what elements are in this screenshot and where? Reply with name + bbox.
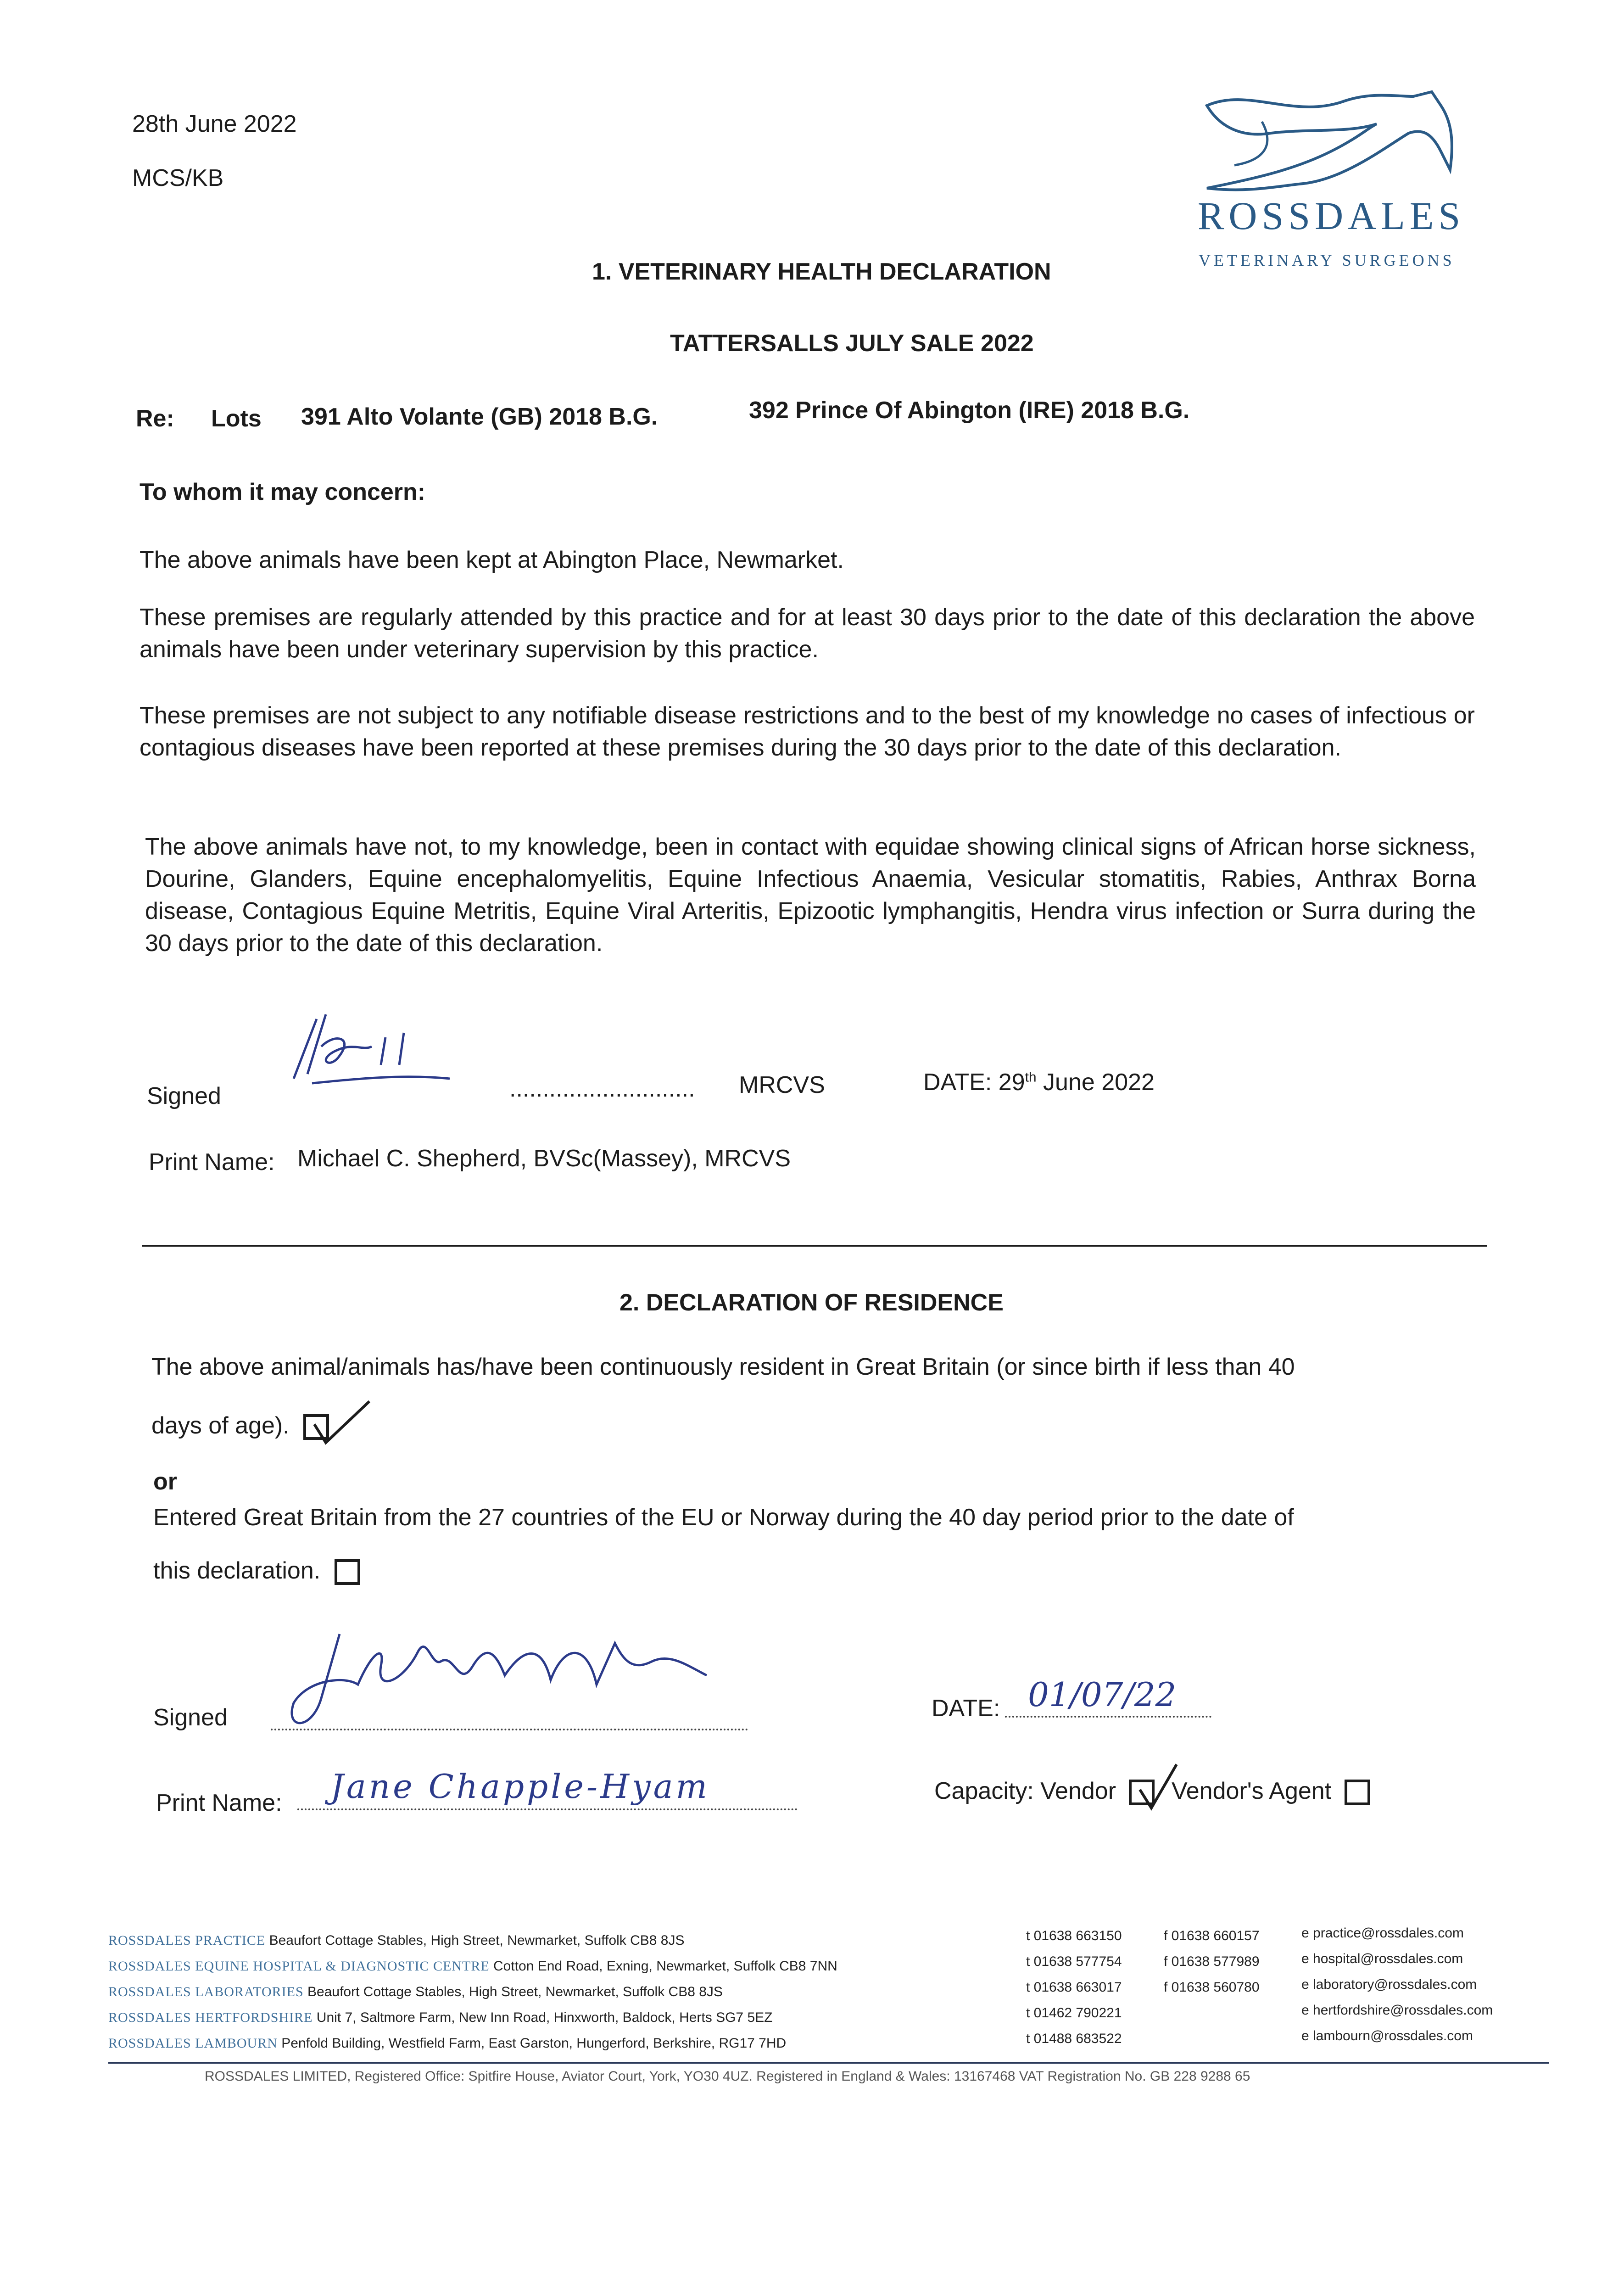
section2-title: 2. DECLARATION OF RESIDENCE <box>619 1289 1004 1316</box>
footer-email[interactable]: e laboratory@rossdales.com <box>1301 1977 1477 1992</box>
vendor-checkbox[interactable] <box>1129 1780 1155 1805</box>
footer-row <box>108 1954 837 1979</box>
footer-row <box>108 1979 723 2005</box>
footer-company: ROSSDALES PRACTICE <box>108 1933 266 1948</box>
footer-tel: t 01638 663017 <box>1026 1980 1122 1995</box>
eu-entry-paragraph: Entered Great Britain from the 27 countries of the EU or Norway during the 40 day period prior to the date of <box>153 1504 1294 1531</box>
print-name-dots-2 <box>297 1808 798 1810</box>
section-divider <box>142 1245 1487 1247</box>
rossdales-logo <box>1193 78 1478 289</box>
footer-address: Beaufort Cottage Stables, High Street, Newmarket, Suffolk CB8 8JS <box>269 1933 685 1948</box>
vendor-agent-checkbox[interactable] <box>1345 1780 1370 1805</box>
footer-address: Unit 7, Saltmore Farm, New Inn Road, Hinxworth, Baldock, Herts SG7 5EZ <box>316 2010 773 2025</box>
logo-name: ROSSDALES <box>1198 194 1465 238</box>
capacity-row <box>934 1776 1370 1806</box>
footer-fax: f 01638 577989 <box>1164 1954 1260 1969</box>
lot-391: 391 Alto Volante (GB) 2018 B.G. <box>301 403 658 430</box>
paragraph-premises: The above animals have been kept at Abington Place, Newmarket. <box>140 547 844 573</box>
reference-code: MCS/KB <box>132 165 224 191</box>
salutation: To whom it may concern: <box>140 479 426 505</box>
footer-address: Penfold Building, Westfield Farm, East Garston, Hungerford, Berkshire, RG17 7HD <box>281 2036 787 2051</box>
date-suffix: th <box>1025 1069 1037 1085</box>
footer-email[interactable]: e lambourn@rossdales.com <box>1301 2028 1473 2043</box>
signed-label-1: Signed <box>147 1083 221 1109</box>
signature-dots-1: ............................ <box>509 1075 695 1102</box>
footer-row <box>108 2005 772 2031</box>
eu-entry-paragraph-end <box>153 1556 360 1586</box>
tick-icon <box>310 1397 374 1447</box>
footer-tel: t 01488 683522 <box>1026 2031 1122 2046</box>
footer-tel: t 01638 577754 <box>1026 1954 1122 1969</box>
print-name-label-1: Print Name: <box>149 1149 275 1175</box>
capacity-vendor-label: Capacity: Vendor <box>934 1778 1116 1804</box>
vet-print-name: Michael C. Shepherd, BVSc(Massey), MRCVS <box>297 1145 791 1172</box>
residence-paragraph-tail: days of age). <box>151 1412 290 1439</box>
footer-email[interactable]: e hospital@rossdales.com <box>1301 1951 1463 1966</box>
print-name-label-2: Print Name: <box>156 1790 282 1816</box>
letter-date: 28th June 2022 <box>132 111 297 137</box>
vet-signature <box>266 1005 459 1097</box>
footer-row <box>108 2031 786 2056</box>
mrcvs-label: MRCVS <box>739 1072 825 1098</box>
footer-email[interactable]: e hertfordshire@rossdales.com <box>1301 2003 1493 2018</box>
footer-tel: t 01462 790221 <box>1026 2005 1122 2021</box>
date-label-1: DATE: 29 <box>923 1069 1025 1096</box>
footer-registered: ROSSDALES LIMITED, Registered Office: Spitfire House, Aviator Court, York, YO30 4UZ. Registered in England & Wales: 13167468 VAT Registration No. GB 228 9288 65 <box>205 2069 1250 2084</box>
footer-company: ROSSDALES EQUINE HOSPITAL & DIAGNOSTIC CENTRE <box>108 1959 490 1974</box>
footer-address: Cotton End Road, Exning, Newmarket, Suffolk CB8 7NN <box>493 1959 837 1974</box>
or-label: or <box>153 1468 177 1495</box>
section1-title: 1. VETERINARY HEALTH DECLARATION <box>592 258 1051 285</box>
footer-company: ROSSDALES LABORATORIES <box>108 1984 304 1999</box>
vendor-date-value: 01/07/22 <box>1028 1675 1177 1714</box>
tick-icon <box>1135 1762 1200 1813</box>
signed-label-2: Signed <box>153 1704 228 1731</box>
vendor-print-name: Jane Chapple-Hyam <box>330 1767 710 1806</box>
resident-checkbox[interactable] <box>303 1414 329 1440</box>
date-dots-2 <box>1005 1716 1211 1718</box>
footer-row <box>108 1928 684 1954</box>
eu-entry-paragraph-tail: this declaration. <box>153 1557 321 1584</box>
declaration-date-1 <box>923 1068 1155 1097</box>
footer-company: ROSSDALES LAMBOURN <box>108 2036 278 2051</box>
footer-email[interactable]: e practice@rossdales.com <box>1301 1926 1464 1941</box>
date-rest: June 2022 <box>1036 1069 1155 1096</box>
footer-company: ROSSDALES HERTFORDSHIRE <box>108 2010 313 2025</box>
footer-fax: f 01638 660157 <box>1164 1928 1260 1943</box>
re-label: Re: <box>136 405 174 432</box>
capacity-agent-label: Vendor's Agent <box>1171 1778 1332 1804</box>
eu-entry-checkbox[interactable] <box>335 1559 360 1585</box>
lot-392: 392 Prince Of Abington (IRE) 2018 B.G. <box>749 397 1190 424</box>
lots-label: Lots <box>211 405 262 432</box>
footer-tel: t 01638 663150 <box>1026 1928 1122 1943</box>
logo-subtitle: VETERINARY SURGEONS <box>1199 251 1455 269</box>
footer-fax: f 01638 560780 <box>1164 1980 1260 1995</box>
paragraph-supervision: These premises are regularly attended by this practice and for at least 30 days prior to the date of this declaration the above animals have been under veterinary supervision by this practice. <box>140 604 1475 663</box>
paragraph-diseases: The above animals have not, to my knowledge, been in contact with equidae showing clinical signs of African horse sickness, Dourine, Glanders, Equine encephalomyelitis, Equine Infectious Anaemia, Vesicular stomatitis, Rabies, Anthrax Borna disease, Contagious Equine Metritis, Equine Viral Arteritis, Epizootic lymphangitis, Hendra virus infection or Surra during the 30 days prior to the date of this declaration. <box>145 834 1476 957</box>
sale-name: TATTERSALLS JULY SALE 2022 <box>670 330 1034 357</box>
residence-paragraph: The above animal/animals has/have been continuously resident in Great Britain (or since birth if less than 40 <box>151 1354 1295 1380</box>
footer-address: Beaufort Cottage Stables, High Street, Newmarket, Suffolk CB8 8JS <box>307 1984 723 1999</box>
date-label-2: DATE: <box>932 1695 1000 1722</box>
residence-paragraph-end <box>151 1411 329 1441</box>
vendor-signature <box>266 1625 725 1744</box>
paragraph-restrictions: These premises are not subject to any notifiable disease restrictions and to the best of my knowledge no cases of infectious or contagious diseases have been reported at these premises during the 30 days prior to the date of this declaration. <box>140 702 1475 761</box>
